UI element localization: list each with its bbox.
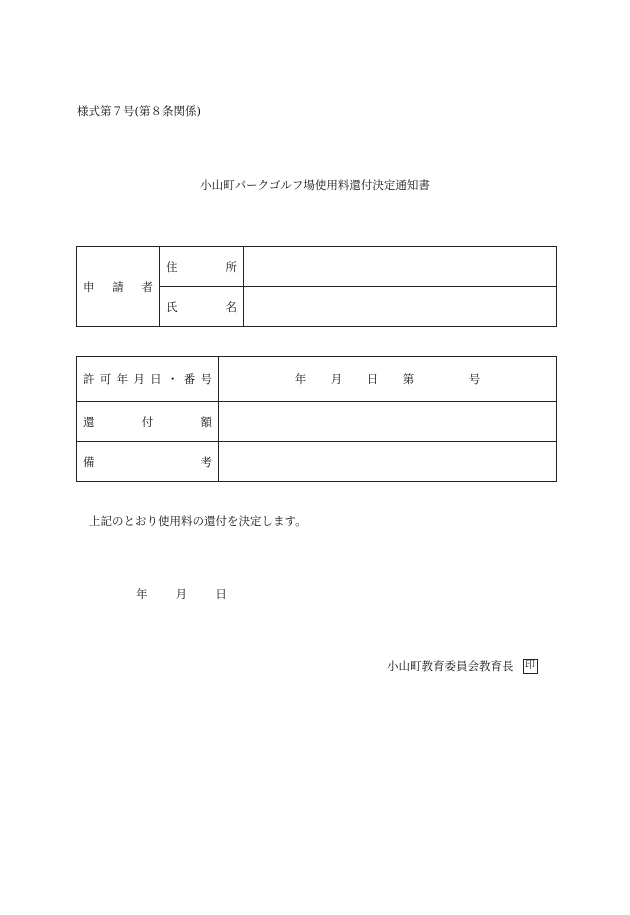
permit-year-unit: 年	[294, 372, 307, 386]
remarks-value-cell[interactable]	[219, 442, 557, 482]
issue-date-line	[136, 586, 227, 602]
name-label-cell	[160, 287, 244, 327]
address-label: 住所	[166, 259, 237, 274]
name-value-cell[interactable]	[244, 287, 557, 327]
statement-text: 上記のとおり使用料の還付を決定します。	[89, 514, 307, 528]
issue-day-unit: 日	[215, 587, 227, 601]
refund-amount-label-cell	[77, 402, 219, 442]
name-label: 氏名	[166, 299, 237, 314]
permit-date-label: 許可年月日・番号	[83, 372, 212, 386]
permit-number-suffix: 号	[468, 372, 481, 386]
issuer-name: 小山町教育委員会教育長	[387, 659, 514, 673]
refund-amount-value-cell[interactable]	[219, 402, 557, 442]
detail-table	[76, 356, 557, 482]
permit-date-parts	[219, 371, 556, 387]
applicant-group-label: 申請者	[83, 279, 153, 294]
permit-month-unit: 月	[330, 372, 343, 386]
address-label-cell	[160, 247, 244, 287]
permit-day-unit: 日	[366, 372, 379, 386]
applicant-group-cell	[77, 247, 160, 327]
permit-date-value-cell[interactable]	[219, 357, 557, 402]
issue-year-unit: 年	[136, 587, 148, 601]
issuer-block	[387, 658, 538, 674]
permit-number-prefix: 第	[402, 372, 415, 386]
remarks-label-cell	[77, 442, 219, 482]
issue-month-unit: 月	[175, 587, 188, 601]
address-value-cell[interactable]	[244, 247, 557, 287]
remarks-label: 備考	[83, 454, 212, 469]
document-title: 小山町パークゴルフ場使用料還付決定通知書	[200, 178, 430, 192]
applicant-table	[76, 246, 557, 327]
seal-mark: 印	[523, 659, 538, 674]
refund-amount-label: 還付額	[83, 414, 212, 429]
form-number: 様式第７号(第８条関係)	[77, 104, 201, 118]
permit-date-label-cell	[77, 357, 219, 402]
